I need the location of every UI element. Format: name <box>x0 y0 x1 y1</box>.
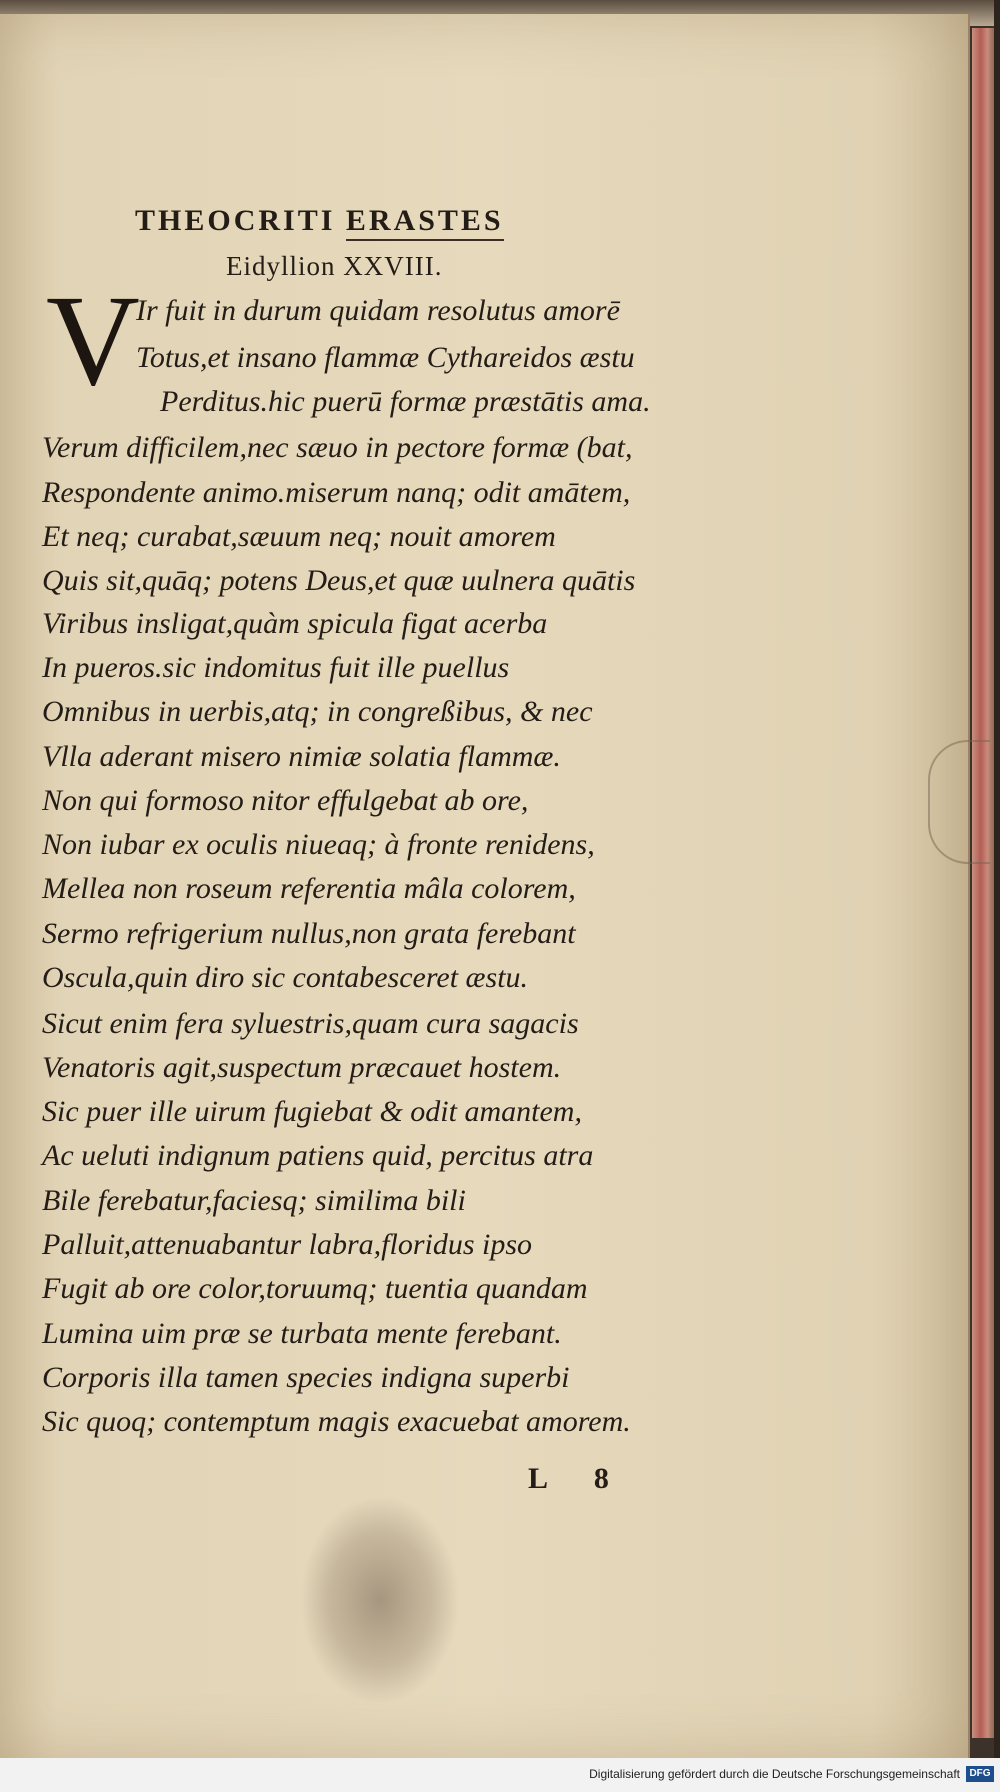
verse-line: Sicut enim fera syluestris,quam cura sagacis <box>42 1007 579 1040</box>
verse-line: Respondente animo.miserum nanq; odit amātem, <box>42 476 631 509</box>
verse-line: Sermo refrigerium nullus,non grata ferebant <box>42 917 576 950</box>
dfg-logo-icon: DFG <box>966 1766 994 1782</box>
ink-stain <box>300 1495 460 1705</box>
verse-line: Sic quoq; contemptum magis exacuebat amorem. <box>42 1405 631 1438</box>
verse-line: Vlla aderant misero nimiæ solatia flammæ. <box>42 740 561 773</box>
verse-line: Quis sit,quāq; potens Deus,et quæ uulnera quātis <box>42 564 636 597</box>
verse-line: Sic puer ille uirum fugiebat & odit amantem, <box>42 1095 582 1128</box>
verse-line: Perditus.hic puerū formæ præstātis ama. <box>160 385 651 418</box>
verse-line: Verum difficilem,nec sæuo in pectore formæ (bat, <box>42 431 633 464</box>
verse-line: Totus,et insano flammæ Cythareidos æstu <box>136 341 635 374</box>
signature-mark: L 8 <box>528 1462 629 1495</box>
verse-line: Et neq; curabat,sæuum neq; nouit amorem <box>42 520 556 553</box>
page-title <box>135 204 695 238</box>
verse-line: Mellea non roseum referentia mâla colorem, <box>42 872 576 905</box>
clasp-mark <box>928 740 990 864</box>
verse-line: Venatoris agit,suspectum præcauet hostem. <box>42 1051 562 1084</box>
page-red-edge <box>972 28 994 1738</box>
verse-line: Fugit ab ore color,toruumq; tuentia quandam <box>42 1272 588 1305</box>
title-work: ERASTES <box>346 204 504 241</box>
verse-line: Non qui formoso nitor effulgebat ab ore, <box>42 784 529 817</box>
drop-cap: V <box>46 269 140 413</box>
title-author: THEOCRITI <box>135 204 336 237</box>
binding-edge <box>994 0 1000 1760</box>
verse-line: Viribus insligat,quàm spicula figat acerba <box>42 607 548 640</box>
verse-line: Lumina uim præ se turbata mente ferebant. <box>42 1317 562 1350</box>
verse-line: Ir fuit in durum quidam resolutus amorē <box>136 294 620 327</box>
footer-credit: Digitalisierung gefördert durch die Deutsche Forschungsgemeinschaft <box>589 1767 960 1781</box>
verse-line: Ac ueluti indignum patiens quid, percitus atra <box>42 1139 594 1172</box>
verse-line: Palluit,attenuabantur labra,floridus ipso <box>42 1228 533 1261</box>
footer-bar <box>0 1758 1000 1792</box>
verse-line: Oscula,quin diro sic contabesceret æstu. <box>42 961 529 994</box>
verse-line: In pueros.sic indomitus fuit ille puellus <box>42 651 510 684</box>
page-subtitle: Eidyllion XXVIII. <box>226 251 443 281</box>
verse-line: Non iubar ex oculis niueaq; à fronte renidens, <box>42 828 595 861</box>
verse-line: Bile ferebatur,faciesq; similima bili <box>42 1184 466 1217</box>
verse-line: Omnibus in uerbis,atq; in congreßibus, & nec <box>42 695 593 728</box>
verse-line: Corporis illa tamen species indigna superbi <box>42 1361 570 1394</box>
